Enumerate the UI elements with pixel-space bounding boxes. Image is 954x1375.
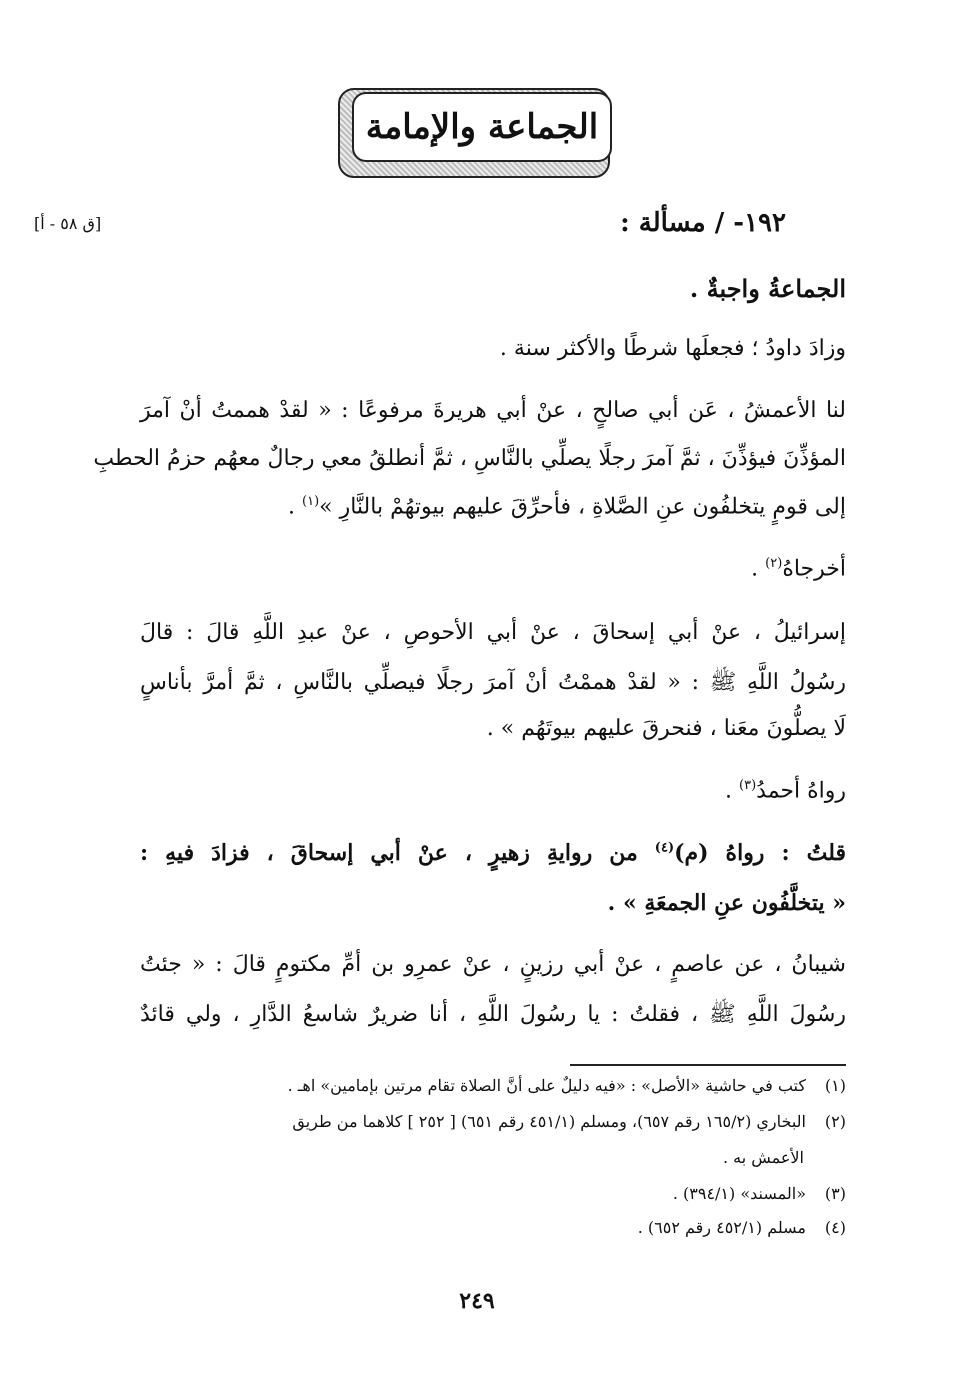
- takhrij-1-end: .: [751, 556, 766, 582]
- hadith-2-line-1: إسرائيلُ ، عنْ أبي إسحاقَ ، عنْ أبي الأحوصِ ، عنْ عبدِ اللَّهِ قالَ : قالَ: [140, 620, 846, 645]
- takhrij-1-text: أخرجاهُ: [782, 556, 846, 582]
- footnote-ref-4[interactable]: (٤): [654, 840, 675, 856]
- footnote-1: [140, 1076, 846, 1095]
- footnote-2-text: البخاري (١٦٥/٢ رقم ٦٥٧)، ومسلم (٤٥١/١ رقم ٦٥١) [ ٢٥٢ ] كلاهما من طريق: [292, 1112, 806, 1131]
- footnote-1-number: (١): [824, 1076, 846, 1095]
- hadith-3-line-2: رسُولَ اللَّهِ ﷺ ، فقلتُ : يا رسُولَ اللَّهِ ، أنا ضريرٌ شاسعُ الدَّارِ ، ولي قائدٌ: [140, 1002, 846, 1027]
- footnote-3: [140, 1184, 846, 1203]
- footnote-4: [140, 1218, 846, 1237]
- hadith-1-line-2: المؤذِّنَ فيؤذِّنَ ، ثمَّ آمرَ رجلًا يصلِّي بالنَّاسِ ، ثمَّ أنطلقُ معي رجالٌ معهُم حزمُ الحطبِ: [93, 446, 846, 471]
- footnote-1-text: كتب في حاشية «الأصل» : «فيه دليلٌ على أنَّ الصلاة تقام مرتين بإمامين» اهـ .: [287, 1076, 806, 1095]
- paragraph-dawud: وزادَ داودُ ؛ فجعلَها شرطًا والأكثر سنة .: [499, 336, 846, 361]
- footnote-ref-1[interactable]: (١): [302, 494, 320, 509]
- author-note-line-1: [140, 840, 846, 866]
- paragraph-ruling: الجماعةُ واجبةٌ .: [689, 274, 846, 303]
- manuscript-reference: [ق ٥٨ - أ]: [34, 214, 102, 233]
- author-note-b: من روايةِ زهيرٍ ، عنْ أبي إسحاقَ ، فزادَ فيهِ :: [140, 840, 655, 866]
- footnote-2: [140, 1112, 846, 1131]
- issue-heading: ١٩٢- / مسألة :: [620, 208, 786, 238]
- footnote-divider: [570, 1064, 846, 1066]
- footnote-4-text: مسلم (٤٥٢/١ رقم ٦٥٢) .: [637, 1218, 806, 1237]
- takhrij-2-text: رواهُ أحمدُ: [756, 778, 846, 804]
- author-note-a: قلتُ : رواهُ (م): [674, 840, 846, 866]
- hadith-1-line-3: [288, 494, 846, 519]
- takhrij-2-end: .: [725, 778, 739, 804]
- hadith-2-line-2: رسُولُ اللَّهِ ﷺ : « لقدْ هممْتُ أنْ آمرَ رجلًا فيصلِّي بالنَّاسِ ، ثمَّ أمرَّ بأناسٍ: [140, 670, 846, 695]
- footnote-2-number: (٢): [824, 1112, 846, 1131]
- chapter-title: الجماعة والإمامة: [365, 107, 599, 147]
- hadith-1-text: إلى قومٍ يتخلفُون عنِ الصَّلاةِ ، فأحرِّقَ عليهم بيوتهُمْ بالنَّارِ »: [319, 494, 846, 520]
- takhrij-1: [751, 556, 846, 581]
- footnote-4-number: (٤): [824, 1218, 846, 1237]
- hadith-3-line-1: شيبانُ ، عن عاصمٍ ، عنْ أبي رزينٍ ، عنْ عمرِو بن أمِّ مكتومٍ قالَ : « جئتُ: [140, 952, 846, 977]
- hadith-1-end: .: [288, 494, 302, 520]
- author-note-line-2: « يتخلَّفُون عنِ الجمعَةِ » .: [607, 890, 846, 916]
- title-box: [352, 92, 612, 162]
- chapter-title-frame: [338, 88, 628, 180]
- page-number: ٢٤٩: [459, 1288, 495, 1314]
- hadith-1-line-1: لنا الأعمشُ ، عَن أبي صالحٍ ، عنْ أبي هريرةَ مرفوعًا : « لقدْ هممتُ أنْ آمرَ: [140, 398, 846, 423]
- takhrij-2: [725, 778, 846, 803]
- footnote-3-text: «المسند» (٣٩٤/١) .: [672, 1184, 806, 1203]
- footnote-ref-3[interactable]: (٣): [739, 778, 757, 793]
- footnote-2-continuation: الأعمش به .: [722, 1148, 804, 1167]
- hadith-2-line-3: لَا يصلُّونَ معَنا ، فنحرقَ عليهم بيوتَهُم » .: [486, 716, 846, 741]
- footnote-3-number: (٣): [824, 1184, 846, 1203]
- footnote-ref-2[interactable]: (٢): [765, 556, 783, 571]
